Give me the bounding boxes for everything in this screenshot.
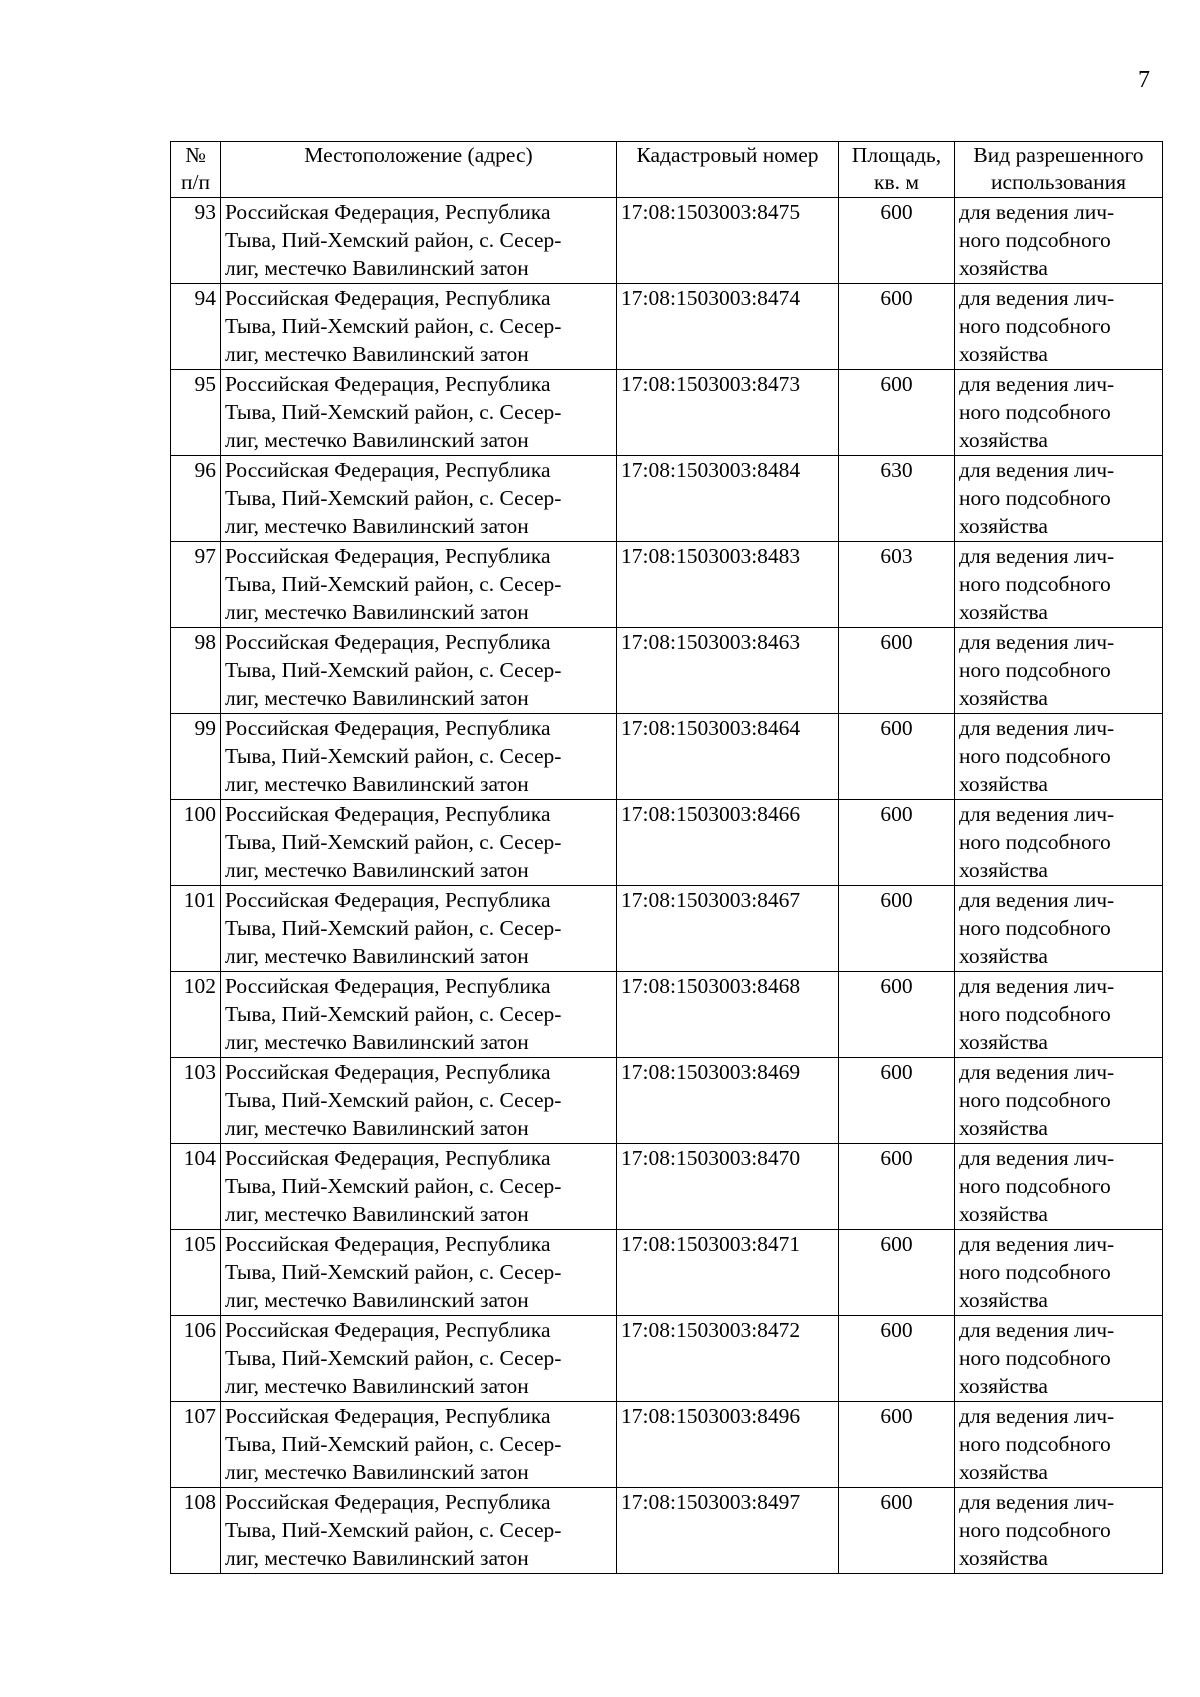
- address-line: Тыва, Пий-Хемский район, с. Сесер-: [225, 1518, 562, 1542]
- row-number: 98: [194, 630, 216, 654]
- permitted-use-cell: [955, 456, 1163, 542]
- permitted-use-line: ного подсобного: [959, 1174, 1111, 1198]
- header-area-line: кв. м: [874, 170, 919, 194]
- area-value: 600: [880, 1146, 913, 1170]
- cadastral-number: 17:08:1503003:8469: [621, 1060, 801, 1084]
- permitted-use-line: хозяйства: [959, 600, 1048, 624]
- row-number: 99: [194, 716, 216, 740]
- cadastral-number-cell: [617, 714, 839, 800]
- page-number: 7: [1138, 67, 1150, 93]
- area-value: 603: [880, 544, 913, 568]
- permitted-use-cell: [955, 800, 1163, 886]
- cadastral-number-cell: [617, 1144, 839, 1230]
- area-cell: [839, 1058, 955, 1144]
- cadastral-number: 17:08:1503003:8474: [621, 286, 801, 310]
- area-cell: [839, 1144, 955, 1230]
- permitted-use-line: для ведения лич-: [959, 1146, 1115, 1170]
- row-number: 104: [183, 1146, 216, 1170]
- address-line: Тыва, Пий-Хемский район, с. Сесер-: [225, 1088, 562, 1112]
- cadastral-number-cell: [617, 542, 839, 628]
- row-number-cell: [171, 284, 221, 370]
- permitted-use-line: ного подсобного: [959, 1260, 1111, 1284]
- address-line: Тыва, Пий-Хемский район, с. Сесер-: [225, 400, 562, 424]
- table-row: [171, 198, 1163, 284]
- row-number-cell: [171, 1402, 221, 1488]
- area-value: 600: [880, 1490, 913, 1514]
- area-value: 600: [880, 888, 913, 912]
- row-number: 102: [183, 974, 216, 998]
- header-use-line: Вид разрешенного: [973, 143, 1144, 167]
- area-cell: [839, 628, 955, 714]
- permitted-use-line: для ведения лич-: [959, 200, 1115, 224]
- row-number: 94: [194, 286, 216, 310]
- address-line: Российская Федерация, Республика: [225, 1146, 551, 1170]
- address-line: Тыва, Пий-Хемский район, с. Сесер-: [225, 916, 562, 940]
- address-line: Российская Федерация, Республика: [225, 544, 551, 568]
- cadastral-number-cell: [617, 800, 839, 886]
- cadastral-number: 17:08:1503003:8496: [621, 1404, 801, 1428]
- header-num-line: п/п: [181, 170, 210, 194]
- permitted-use-cell: [955, 886, 1163, 972]
- address-cell: [221, 1058, 617, 1144]
- header-row: [171, 142, 1163, 198]
- cadastral-number-cell: [617, 628, 839, 714]
- area-cell: [839, 542, 955, 628]
- permitted-use-line: хозяйства: [959, 1202, 1048, 1226]
- permitted-use-cell: [955, 628, 1163, 714]
- address-line: лиг, местечко Вавилинский затон: [225, 1202, 529, 1226]
- cadastral-number-cell: [617, 284, 839, 370]
- area-value: 600: [880, 802, 913, 826]
- address-cell: [221, 800, 617, 886]
- permitted-use-line: для ведения лич-: [959, 802, 1115, 826]
- permitted-use-line: для ведения лич-: [959, 544, 1115, 568]
- row-number: 106: [183, 1318, 216, 1342]
- area-value: 630: [880, 458, 913, 482]
- address-line: Тыва, Пий-Хемский район, с. Сесер-: [225, 1432, 562, 1456]
- address-line: лиг, местечко Вавилинский затон: [225, 428, 529, 452]
- area-cell: [839, 1402, 955, 1488]
- permitted-use-cell: [955, 370, 1163, 456]
- permitted-use-line: ного подсобного: [959, 1346, 1111, 1370]
- address-cell: [221, 198, 617, 284]
- address-cell: [221, 886, 617, 972]
- row-number: 101: [183, 888, 216, 912]
- permitted-use-cell: [955, 284, 1163, 370]
- table-row: [171, 1402, 1163, 1488]
- permitted-use-cell: [955, 1058, 1163, 1144]
- row-number: 97: [194, 544, 216, 568]
- permitted-use-line: для ведения лич-: [959, 1060, 1115, 1084]
- header-use: [955, 142, 1163, 198]
- permitted-use-line: для ведения лич-: [959, 716, 1115, 740]
- address-line: Тыва, Пий-Хемский район, с. Сесер-: [225, 486, 562, 510]
- address-cell: [221, 370, 617, 456]
- address-line: лиг, местечко Вавилинский затон: [225, 686, 529, 710]
- area-value: 600: [880, 1318, 913, 1342]
- permitted-use-cell: [955, 714, 1163, 800]
- table-row: [171, 456, 1163, 542]
- row-number-cell: [171, 628, 221, 714]
- area-cell: [839, 456, 955, 542]
- area-cell: [839, 370, 955, 456]
- area-value: 600: [880, 1232, 913, 1256]
- header-area-line: Площадь,: [851, 143, 942, 167]
- cadastral-number-cell: [617, 1230, 839, 1316]
- row-number-cell: [171, 1230, 221, 1316]
- address-line: Российская Федерация, Республика: [225, 888, 551, 912]
- address-line: лиг, местечко Вавилинский затон: [225, 944, 529, 968]
- table-row: [171, 1144, 1163, 1230]
- address-line: Тыва, Пий-Хемский район, с. Сесер-: [225, 314, 562, 338]
- address-line: Тыва, Пий-Хемский район, с. Сесер-: [225, 830, 562, 854]
- permitted-use-line: хозяйства: [959, 686, 1048, 710]
- area-value: 600: [880, 1404, 913, 1428]
- permitted-use-line: ного подсобного: [959, 1088, 1111, 1112]
- address-line: Российская Федерация, Республика: [225, 1060, 551, 1084]
- table-row: [171, 284, 1163, 370]
- row-number: 107: [183, 1404, 216, 1428]
- address-line: лиг, местечко Вавилинский затон: [225, 600, 529, 624]
- table-row: [171, 972, 1163, 1058]
- area-cell: [839, 886, 955, 972]
- cadastral-number-cell: [617, 456, 839, 542]
- row-number: 105: [183, 1232, 216, 1256]
- area-cell: [839, 284, 955, 370]
- cadastral-number: 17:08:1503003:8467: [621, 888, 801, 912]
- row-number-cell: [171, 198, 221, 284]
- table-row: [171, 542, 1163, 628]
- area-value: 600: [880, 372, 913, 396]
- cadastral-number: 17:08:1503003:8468: [621, 974, 801, 998]
- cadastral-number-cell: [617, 1316, 839, 1402]
- address-line: лиг, местечко Вавилинский затон: [225, 1116, 529, 1140]
- row-number-cell: [171, 1058, 221, 1144]
- permitted-use-line: для ведения лич-: [959, 286, 1115, 310]
- permitted-use-cell: [955, 972, 1163, 1058]
- table-row: [171, 628, 1163, 714]
- address-line: Тыва, Пий-Хемский район, с. Сесер-: [225, 1174, 562, 1198]
- row-number-cell: [171, 1488, 221, 1574]
- address-line: лиг, местечко Вавилинский затон: [225, 858, 529, 882]
- row-number-cell: [171, 1144, 221, 1230]
- address-line: лиг, местечко Вавилинский затон: [225, 342, 529, 366]
- permitted-use-line: ного подсобного: [959, 486, 1111, 510]
- address-line: Тыва, Пий-Хемский район, с. Сесер-: [225, 1346, 562, 1370]
- permitted-use-cell: [955, 1488, 1163, 1574]
- cadastral-number: 17:08:1503003:8466: [621, 802, 801, 826]
- permitted-use-cell: [955, 1402, 1163, 1488]
- permitted-use-line: ного подсобного: [959, 658, 1111, 682]
- area-value: 600: [880, 1060, 913, 1084]
- address-line: Российская Федерация, Республика: [225, 716, 551, 740]
- row-number: 95: [194, 372, 216, 396]
- area-value: 600: [880, 716, 913, 740]
- cadastral-number-cell: [617, 198, 839, 284]
- permitted-use-line: ного подсобного: [959, 916, 1111, 940]
- address-line: Тыва, Пий-Хемский район, с. Сесер-: [225, 228, 562, 252]
- address-line: лиг, местечко Вавилинский затон: [225, 1030, 529, 1054]
- row-number: 93: [194, 200, 216, 224]
- address-line: Российская Федерация, Республика: [225, 630, 551, 654]
- address-cell: [221, 714, 617, 800]
- permitted-use-line: для ведения лич-: [959, 1404, 1115, 1428]
- permitted-use-line: для ведения лич-: [959, 458, 1115, 482]
- cadastral-number: 17:08:1503003:8473: [621, 372, 801, 396]
- permitted-use-line: хозяйства: [959, 342, 1048, 366]
- row-number: 96: [194, 458, 216, 482]
- address-line: Российская Федерация, Республика: [225, 286, 551, 310]
- permitted-use-line: хозяйства: [959, 1546, 1048, 1570]
- cadastral-number: 17:08:1503003:8475: [621, 200, 801, 224]
- address-line: Тыва, Пий-Хемский район, с. Сесер-: [225, 1002, 562, 1026]
- row-number-cell: [171, 886, 221, 972]
- address-cell: [221, 1316, 617, 1402]
- address-line: Российская Федерация, Республика: [225, 200, 551, 224]
- cadastral-number-cell: [617, 1402, 839, 1488]
- permitted-use-cell: [955, 1144, 1163, 1230]
- address-line: лиг, местечко Вавилинский затон: [225, 514, 529, 538]
- cadastral-number: 17:08:1503003:8463: [621, 630, 801, 654]
- area-cell: [839, 972, 955, 1058]
- table-row: [171, 370, 1163, 456]
- permitted-use-line: хозяйства: [959, 1116, 1048, 1140]
- address-cell: [221, 284, 617, 370]
- header-address: [221, 142, 617, 198]
- address-line: лиг, местечко Вавилинский затон: [225, 1374, 529, 1398]
- header-area: [839, 142, 955, 198]
- land-plots-table: [170, 141, 1163, 1574]
- address-line: Российская Федерация, Республика: [225, 372, 551, 396]
- table-body: [171, 198, 1163, 1574]
- row-number-cell: [171, 542, 221, 628]
- address-line: Тыва, Пий-Хемский район, с. Сесер-: [225, 572, 562, 596]
- header-cadastral: [617, 142, 839, 198]
- header-cadastral-line: Кадастровый номер: [636, 143, 819, 167]
- area-value: 600: [880, 200, 913, 224]
- address-line: лиг, местечко Вавилинский затон: [225, 1288, 529, 1312]
- permitted-use-cell: [955, 1316, 1163, 1402]
- row-number: 103: [183, 1060, 216, 1084]
- row-number-cell: [171, 1316, 221, 1402]
- header-use-line: использования: [991, 170, 1126, 194]
- area-value: 600: [880, 974, 913, 998]
- permitted-use-line: хозяйства: [959, 772, 1048, 796]
- table-row: [171, 1058, 1163, 1144]
- table-row: [171, 1230, 1163, 1316]
- address-cell: [221, 542, 617, 628]
- area-cell: [839, 1488, 955, 1574]
- address-line: Тыва, Пий-Хемский район, с. Сесер-: [225, 1260, 562, 1284]
- address-cell: [221, 972, 617, 1058]
- row-number-cell: [171, 972, 221, 1058]
- area-cell: [839, 800, 955, 886]
- permitted-use-cell: [955, 542, 1163, 628]
- cadastral-number: 17:08:1503003:8484: [621, 458, 801, 482]
- permitted-use-line: ного подсобного: [959, 1518, 1111, 1542]
- address-line: Российская Федерация, Республика: [225, 458, 551, 482]
- address-line: лиг, местечко Вавилинский затон: [225, 256, 529, 280]
- area-cell: [839, 198, 955, 284]
- cadastral-number-cell: [617, 886, 839, 972]
- cadastral-number: 17:08:1503003:8464: [621, 716, 801, 740]
- cadastral-number: 17:08:1503003:8497: [621, 1490, 801, 1514]
- row-number-cell: [171, 714, 221, 800]
- permitted-use-line: хозяйства: [959, 1030, 1048, 1054]
- address-cell: [221, 456, 617, 542]
- area-value: 600: [880, 286, 913, 310]
- permitted-use-line: ного подсобного: [959, 744, 1111, 768]
- cadastral-number: 17:08:1503003:8483: [621, 544, 801, 568]
- cadastral-number-cell: [617, 1488, 839, 1574]
- permitted-use-line: ного подсобного: [959, 314, 1111, 338]
- address-cell: [221, 1230, 617, 1316]
- header-num: [171, 142, 221, 198]
- address-line: Российская Федерация, Республика: [225, 1404, 551, 1428]
- permitted-use-line: ного подсобного: [959, 830, 1111, 854]
- permitted-use-line: для ведения лич-: [959, 1318, 1115, 1342]
- permitted-use-line: для ведения лич-: [959, 888, 1115, 912]
- area-cell: [839, 1230, 955, 1316]
- permitted-use-line: хозяйства: [959, 1460, 1048, 1484]
- permitted-use-line: ного подсобного: [959, 1002, 1111, 1026]
- row-number-cell: [171, 370, 221, 456]
- row-number-cell: [171, 800, 221, 886]
- permitted-use-line: хозяйства: [959, 256, 1048, 280]
- address-line: лиг, местечко Вавилинский затон: [225, 1546, 529, 1570]
- permitted-use-line: для ведения лич-: [959, 1232, 1115, 1256]
- header-address-line: Местоположение (адрес): [304, 143, 533, 167]
- row-number-cell: [171, 456, 221, 542]
- table-row: [171, 800, 1163, 886]
- cadastral-number: 17:08:1503003:8470: [621, 1146, 801, 1170]
- address-line: Тыва, Пий-Хемский район, с. Сесер-: [225, 744, 562, 768]
- cadastral-number: 17:08:1503003:8472: [621, 1318, 801, 1342]
- permitted-use-line: ного подсобного: [959, 400, 1111, 424]
- row-number: 108: [183, 1490, 216, 1514]
- address-line: лиг, местечко Вавилинский затон: [225, 772, 529, 796]
- permitted-use-line: хозяйства: [959, 858, 1048, 882]
- table-row: [171, 1316, 1163, 1402]
- permitted-use-line: для ведения лич-: [959, 1490, 1115, 1514]
- address-line: Российская Федерация, Республика: [225, 802, 551, 826]
- area-value: 600: [880, 630, 913, 654]
- cadastral-number-cell: [617, 370, 839, 456]
- permitted-use-line: хозяйства: [959, 1374, 1048, 1398]
- area-cell: [839, 714, 955, 800]
- permitted-use-line: хозяйства: [959, 428, 1048, 452]
- area-cell: [839, 1316, 955, 1402]
- address-cell: [221, 1402, 617, 1488]
- permitted-use-line: ного подсобного: [959, 572, 1111, 596]
- permitted-use-line: для ведения лич-: [959, 974, 1115, 998]
- address-line: Российская Федерация, Республика: [225, 1490, 551, 1514]
- permitted-use-line: хозяйства: [959, 944, 1048, 968]
- permitted-use-cell: [955, 198, 1163, 284]
- table-header: [171, 142, 1163, 198]
- permitted-use-line: ного подсобного: [959, 1432, 1111, 1456]
- permitted-use-line: для ведения лич-: [959, 630, 1115, 654]
- row-number: 100: [183, 802, 216, 826]
- table-row: [171, 886, 1163, 972]
- address-line: Тыва, Пий-Хемский район, с. Сесер-: [225, 658, 562, 682]
- table-row: [171, 1488, 1163, 1574]
- permitted-use-line: для ведения лич-: [959, 372, 1115, 396]
- address-line: Российская Федерация, Республика: [225, 1318, 551, 1342]
- header-num-line: №: [185, 143, 206, 167]
- cadastral-number-cell: [617, 972, 839, 1058]
- cadastral-number: 17:08:1503003:8471: [621, 1232, 801, 1256]
- table-row: [171, 714, 1163, 800]
- address-cell: [221, 1144, 617, 1230]
- permitted-use-line: ного подсобного: [959, 228, 1111, 252]
- permitted-use-line: хозяйства: [959, 514, 1048, 538]
- address-cell: [221, 1488, 617, 1574]
- permitted-use-cell: [955, 1230, 1163, 1316]
- address-line: Российская Федерация, Республика: [225, 1232, 551, 1256]
- cadastral-number-cell: [617, 1058, 839, 1144]
- address-cell: [221, 628, 617, 714]
- address-line: лиг, местечко Вавилинский затон: [225, 1460, 529, 1484]
- address-line: Российская Федерация, Республика: [225, 974, 551, 998]
- permitted-use-line: хозяйства: [959, 1288, 1048, 1312]
